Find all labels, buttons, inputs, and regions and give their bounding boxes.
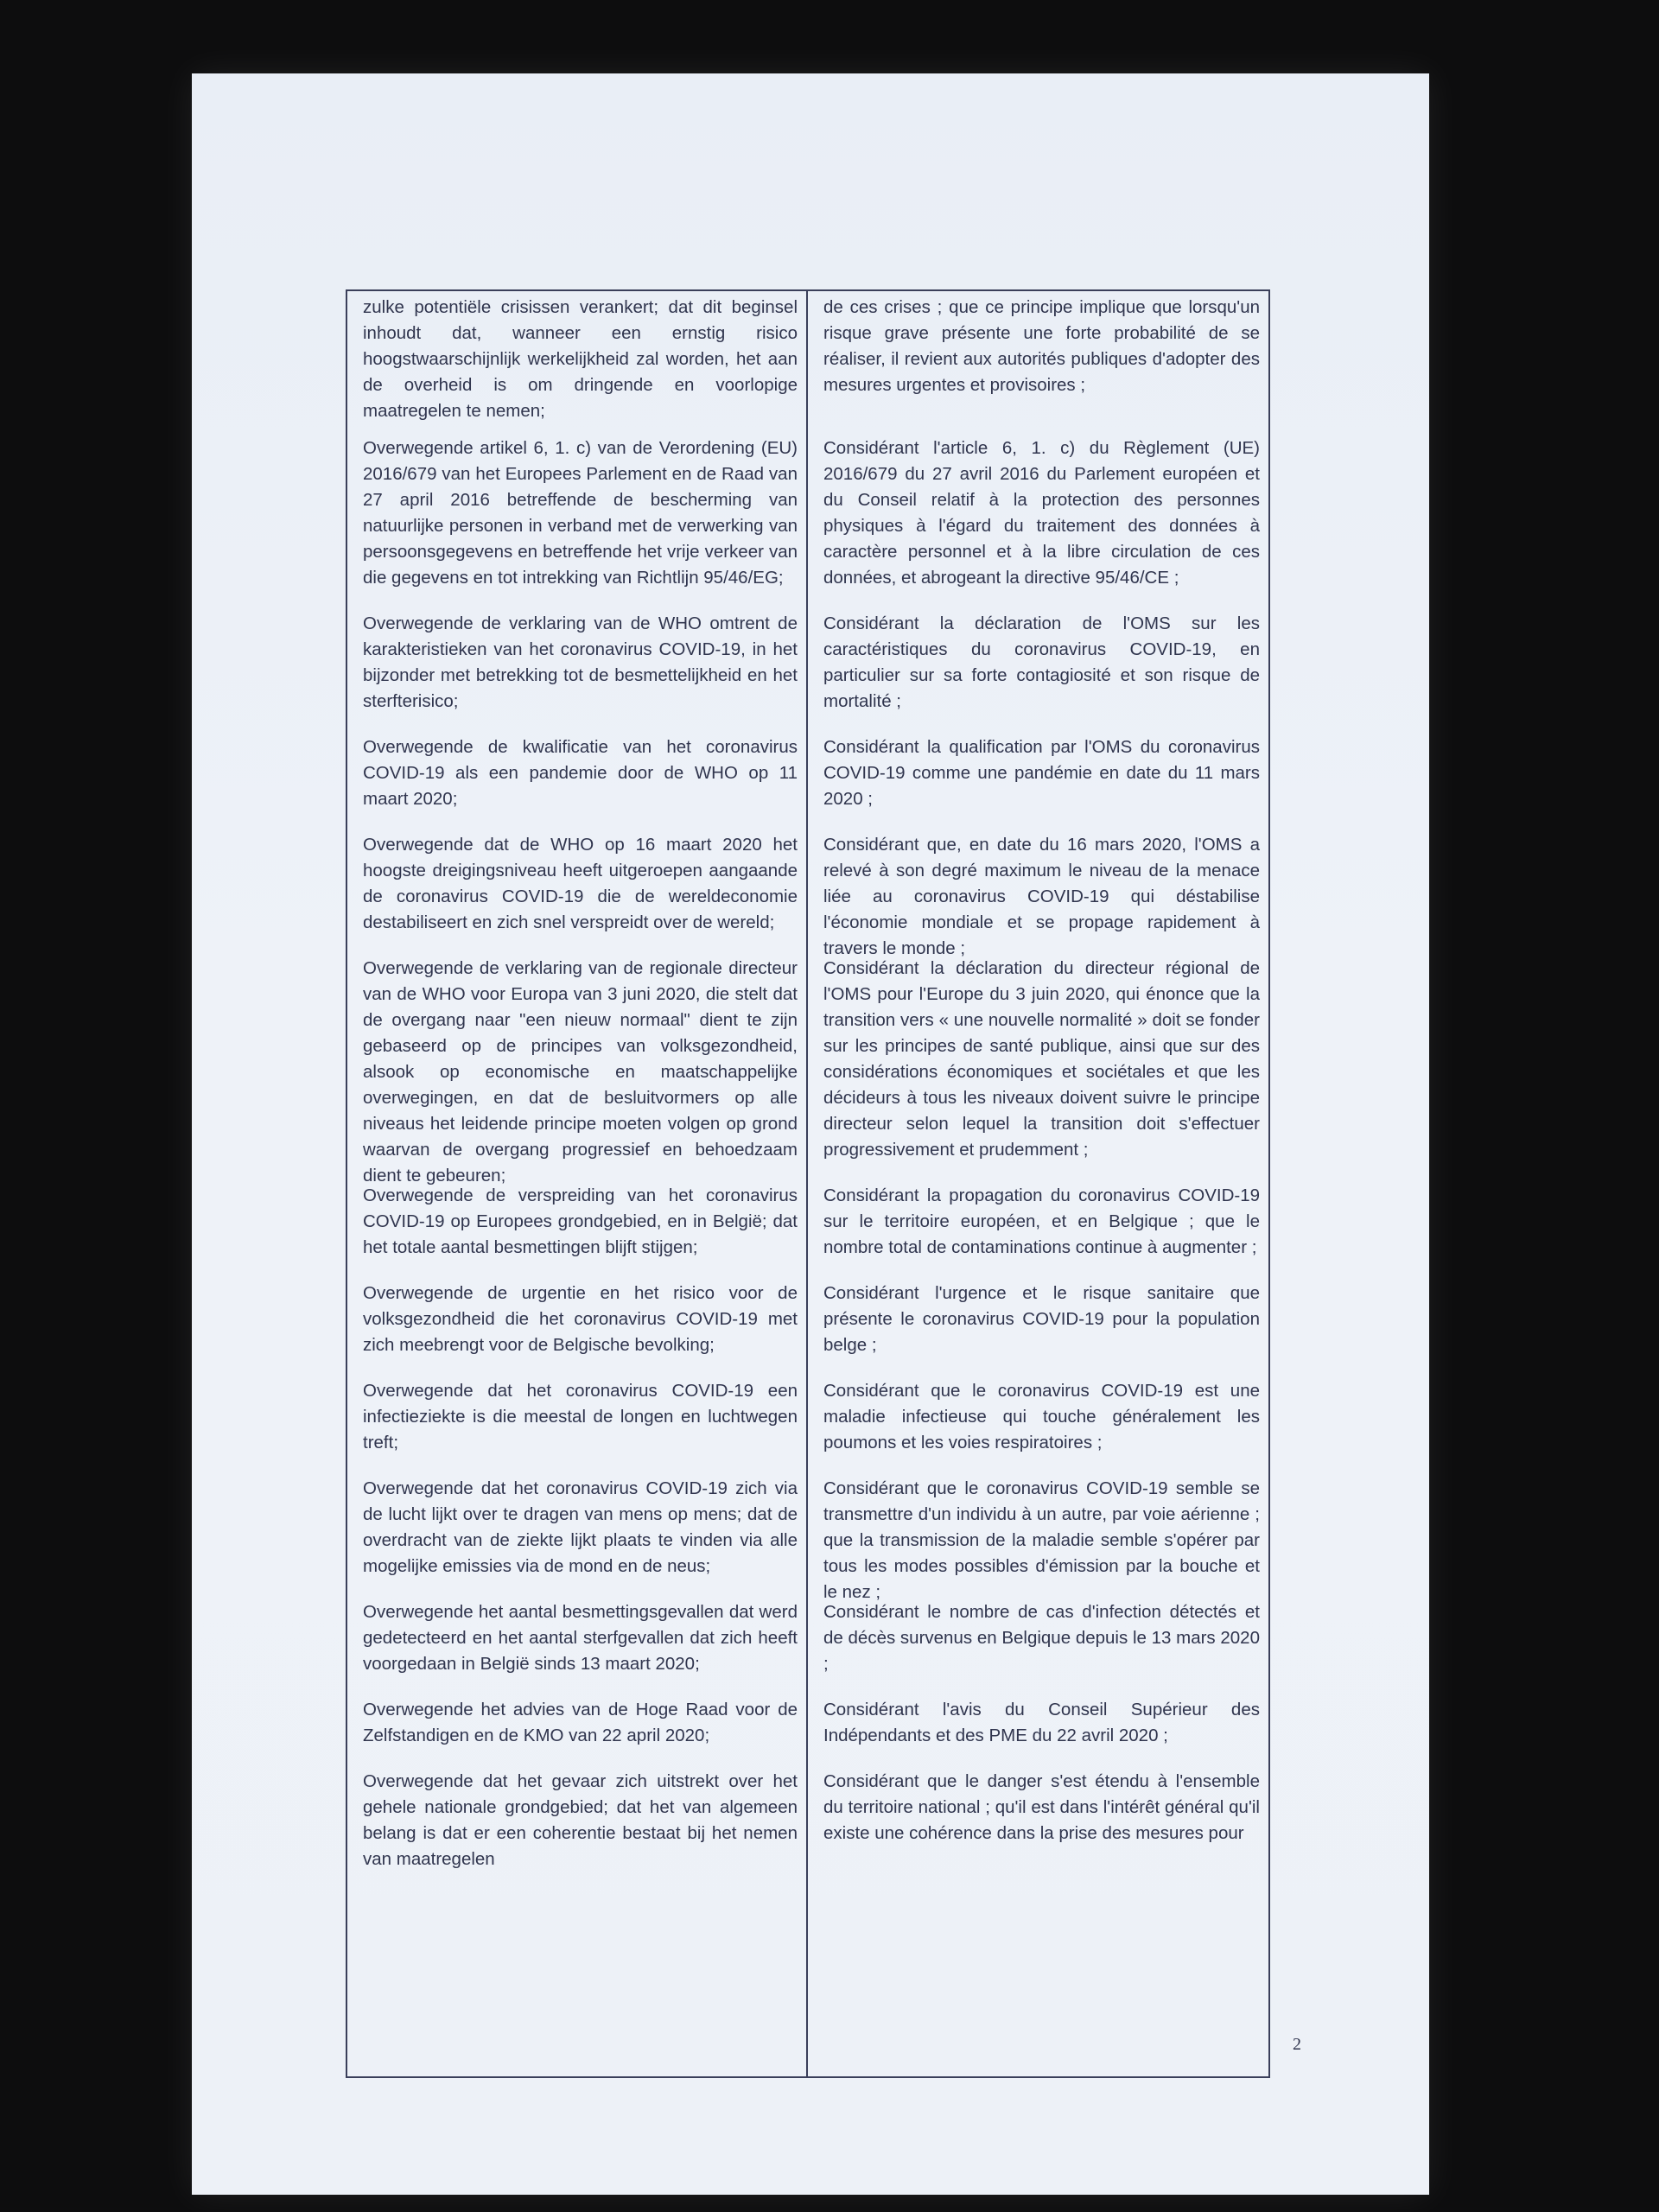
fr-paragraph-10: Considérant que le coronavirus COVID-19 semble se transmettre d'un individu à un autre, par voie aérienne ; que la transmission de la maladie semble s'opérer par tous les modes possibles d'émission par la bouche et le nez ; bbox=[823, 1478, 1260, 1602]
dutch-column bbox=[347, 291, 808, 2076]
monitor-screen bbox=[192, 73, 1429, 2195]
fr-paragraph-6: Considérant la déclaration du directeur régional de l'OMS pour l'Europe du 3 juin 2020, qui énonce que la transition vers « une nouvelle normalité » doit se fonder sur les principes de santé publique, ainsi que sur des considérations économiques et sociétales et que les décideurs à tous les niveaux doivent suivre le principe directeur selon lequel la transition doit s'effectuer progressivement et prudemment ; bbox=[823, 958, 1260, 1160]
nl-paragraph-5: Overwegende dat de WHO op 16 maart 2020 het hoogste dreigingsniveau heeft uitgeroepen aangaande de coronavirus COVID-19 die de wereldeconomie destabiliseert en zich snel verspreidt over de wereld; bbox=[363, 835, 798, 932]
bilingual-table bbox=[346, 289, 1270, 2078]
french-column bbox=[808, 291, 1268, 2076]
fr-paragraph-9: Considérant que le coronavirus COVID-19 est une maladie infectieuse qui touche généralement les poumons et les voies respiratoires ; bbox=[823, 1381, 1260, 1452]
nl-paragraph-3: Overwegende de verklaring van de WHO omtrent de karakteristieken van het coronavirus COVID-19, in het bijzonder met betrekking tot de besmettelijkheid en het sterfterisico; bbox=[363, 613, 798, 711]
page-number: 2 bbox=[1293, 2035, 1301, 2054]
fr-paragraph-8: Considérant l'urgence et le risque sanitaire que présente le coronavirus COVID-19 pour la population belge ; bbox=[823, 1283, 1260, 1355]
nl-paragraph-11: Overwegende het aantal besmettingsgevallen dat werd gedetecteerd en het aantal sterfgevallen dat zich heeft voorgedaan in België sinds 13 maart 2020; bbox=[363, 1602, 798, 1674]
fr-paragraph-11: Considérant le nombre de cas d'infection détectés et de décès survenus en Belgique depuis le 13 mars 2020 ; bbox=[823, 1602, 1260, 1674]
fr-paragraph-13: Considérant que le danger s'est étendu à l'ensemble du territoire national ; qu'il est dans l'intérêt général qu'il existe une cohérence dans la prise des mesures pour bbox=[823, 1771, 1260, 1843]
nl-paragraph-9: Overwegende dat het coronavirus COVID-19 een infectieziekte is die meestal de longen en luchtwegen treft; bbox=[363, 1381, 798, 1452]
fr-paragraph-4: Considérant la qualification par l'OMS du coronavirus COVID-19 comme une pandémie en date du 11 mars 2020 ; bbox=[823, 737, 1260, 809]
nl-paragraph-1: zulke potentiële crisissen verankert; dat dit beginsel inhoudt dat, wanneer een ernstig risico hoogstwaarschijnlijk werkelijkheid zal worden, het aan de overheid is om dringende en voorlopige maatregelen te nemen; bbox=[363, 297, 798, 421]
nl-paragraph-10: Overwegende dat het coronavirus COVID-19 zich via de lucht lijkt over te dragen van mens op mens; dat de overdracht van de ziekte lijkt plaats te vinden via alle mogelijke emissies via de mond en de neus; bbox=[363, 1478, 798, 1576]
fr-paragraph-3: Considérant la déclaration de l'OMS sur les caractéristiques du coronavirus COVID-19, en particulier sur sa forte contagiosité et son risque de mortalité ; bbox=[823, 613, 1260, 711]
nl-paragraph-4: Overwegende de kwalificatie van het coronavirus COVID-19 als een pandemie door de WHO op 11 maart 2020; bbox=[363, 737, 798, 809]
nl-paragraph-12: Overwegende het advies van de Hoge Raad voor de Zelfstandigen en de KMO van 22 april 2020; bbox=[363, 1700, 798, 1745]
nl-paragraph-7: Overwegende de verspreiding van het coronavirus COVID-19 op Europees grondgebied, en in België; dat het totale aantal besmettingen blijft stijgen; bbox=[363, 1185, 798, 1257]
fr-paragraph-1: de ces crises ; que ce principe implique que lorsqu'un risque grave présente une forte probabilité de se réaliser, il revient aux autorités publiques d'adopter des mesures urgentes et provisoires ; bbox=[823, 297, 1260, 395]
nl-paragraph-13: Overwegende dat het gevaar zich uitstrekt over het gehele nationale grondgebied; dat het van algemeen belang is dat er een coherentie bestaat bij het nemen van maatregelen bbox=[363, 1771, 798, 1869]
fr-paragraph-5: Considérant que, en date du 16 mars 2020, l'OMS a relevé à son degré maximum le niveau de la menace liée au coronavirus COVID-19 qui déstabilise l'économie mondiale et se propage rapidement à travers le monde ; bbox=[823, 835, 1260, 958]
nl-paragraph-6: Overwegende de verklaring van de regionale directeur van de WHO voor Europa van 3 juni 2020, die stelt dat de overgang naar "een nieuw normaal" dient te zijn gebaseerd op de principes van volksgezondheid, alsook op economische en maatschappelijke overwegingen, en dat de besluitvormers op alle niveaus het leidende principe moeten volgen op grond waarvan de overgang progressief en behoedzaam dient te gebeuren; bbox=[363, 958, 798, 1185]
nl-paragraph-8: Overwegende de urgentie en het risico voor de volksgezondheid die het coronavirus COVID-19 met zich meebrengt voor de Belgische bevolking; bbox=[363, 1283, 798, 1355]
fr-paragraph-7: Considérant la propagation du coronavirus COVID-19 sur le territoire européen, et en Belgique ; que le nombre total de contaminations continue à augmenter ; bbox=[823, 1185, 1260, 1257]
fr-paragraph-12: Considérant l'avis du Conseil Supérieur des Indépendants et des PME du 22 avril 2020 ; bbox=[823, 1700, 1260, 1745]
fr-paragraph-2: Considérant l'article 6, 1. c) du Règlement (UE) 2016/679 du 27 avril 2016 du Parlement européen et du Conseil relatif à la protection des personnes physiques à l'égard du traitement des données à caractère personnel et à la libre circulation de ces données, et abrogeant la directive 95/46/CE ; bbox=[823, 438, 1260, 588]
nl-paragraph-2: Overwegende artikel 6, 1. c) van de Verordening (EU) 2016/679 van het Europees Parlement en de Raad van 27 april 2016 betreffende de bescherming van natuurlijke personen in verband met de verwerking van persoonsgegevens en betreffende het vrije verkeer van die gegevens en tot intrekking van Richtlijn 95/46/EG; bbox=[363, 438, 798, 588]
